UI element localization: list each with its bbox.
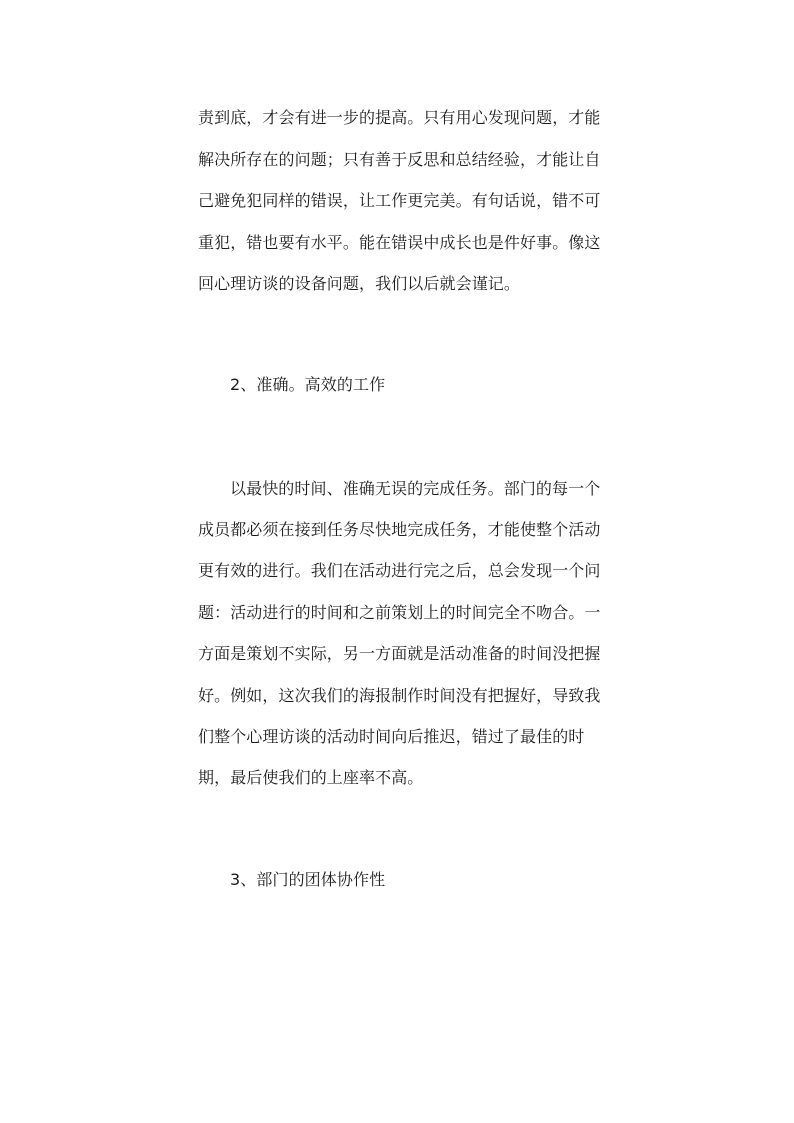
text-line: 更有效的进行。我们在活动进行完之后，总会发现一个问 [198, 561, 601, 580]
text-line: 成员都必须在接到任务尽快地完成任务，才能使整个活动 [198, 520, 601, 539]
text-line: 重犯，错也要有水平。能在错误中成长也是件好事。像这 [198, 233, 601, 252]
text-line: 方面是策划不实际，另一方面就是活动准备的时间没把握 [198, 644, 601, 663]
text-line: 回心理访谈的设备问题，我们以后就会谨记。 [198, 274, 521, 293]
text-line: 以最快的时间、准确无误的完成任务。部门的每一个 [230, 479, 601, 498]
section-heading-2: 2、准确。高效的工作 [230, 375, 386, 394]
text-line: 己避免犯同样的错误，让工作更完美。有句话说，错不可 [198, 191, 601, 210]
section-heading-3: 3、部门的团体协作性 [230, 870, 386, 889]
text-line: 期，最后使我们的上座率不高。 [198, 768, 424, 787]
text-line: 解决所存在的问题；只有善于反思和总结经验，才能让自 [198, 150, 601, 169]
text-line: 们整个心理访谈的活动时间向后推迟，错过了最佳的时 [198, 727, 585, 746]
text-line: 责到底，才会有进一步的提高。只有用心发现问题，才能 [198, 108, 601, 127]
text-line: 题：活动进行的时间和之前策划上的时间完全不吻合。一 [198, 603, 601, 622]
text-line: 好。例如，这次我们的海报制作时间没有把握好，导致我 [198, 686, 601, 705]
